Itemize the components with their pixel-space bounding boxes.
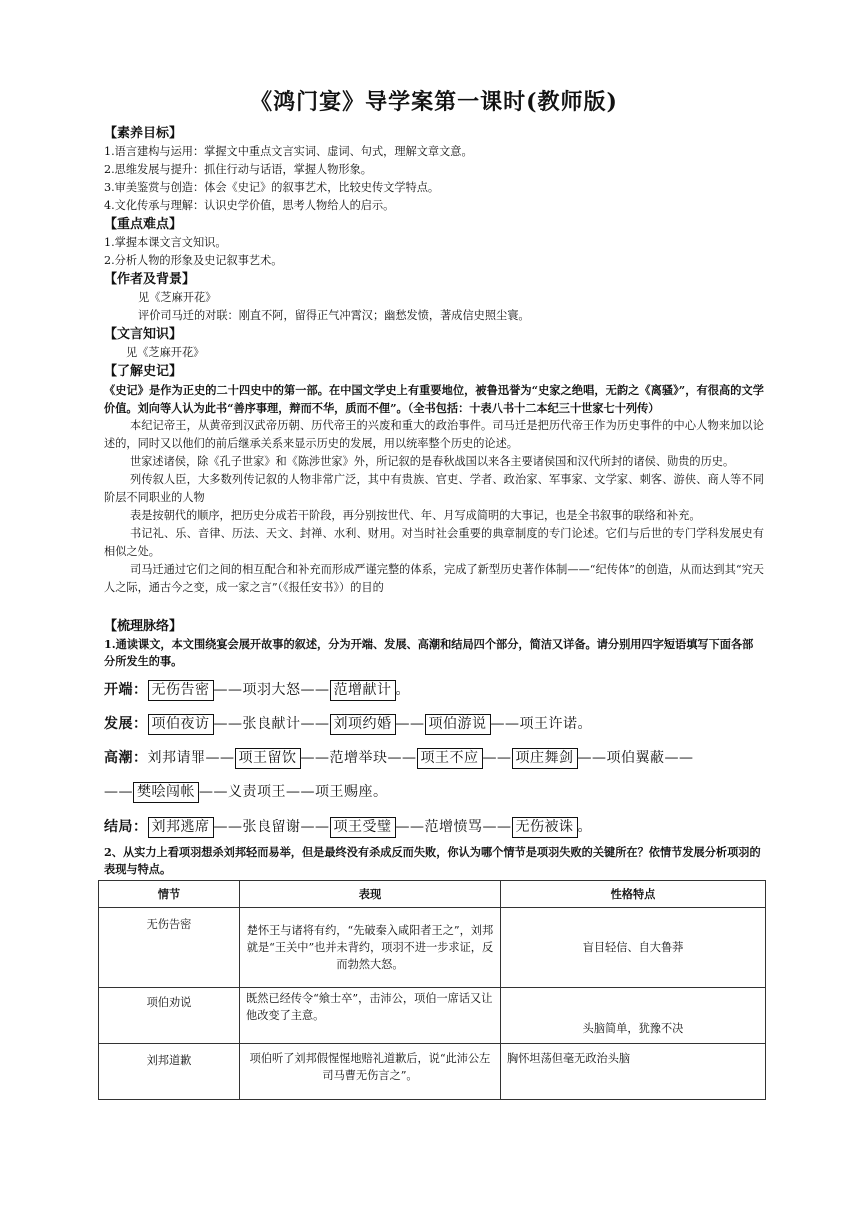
history-para: 本纪记帝王，从黄帝到汉武帝历朝、历代帝王的兴废和重大的政治事件。司马迁是把历代帝王作为历史事件的中心人物来加以论述的，同时又以他们的前后继承关系来显示历史的发展，用以统率整个历史的论述。 [104,419,764,450]
table-cell-trait: 盲目轻信、自大鲁莽 [501,908,766,988]
outline-question-2: 2、从实力上看项羽想杀刘邦轻而易举，但是最终没有杀成反而失败，你认为哪个情节是项羽失败的关键所在？依情节发展分析项羽的表现与特点。 [104,845,761,876]
outline-question-1: 1.通读课文，本文围绕宴会展开故事的叙述，分为开端、发展、高潮和结局四个部分，简洁又详备。请分别用四字短语填写下面各部分所发生的事。 [104,637,754,668]
goal-item: 4.文化传承与理解：认识史学价值，思考人物给人的启示。 [104,199,395,212]
analysis-table [98,880,766,1100]
flow-answer-box: 范增献计 [330,680,396,701]
table-cell-trait: 胸怀坦荡但毫无政治头脑 [501,1044,766,1100]
goals-heading: 【素养目标】 [104,126,183,141]
table-header: 情节 [99,881,240,908]
table-header: 表现 [240,881,501,908]
flow-answer-box: 无伤被诛 [512,817,578,838]
history-para: 司马迁通过它们之间的相互配合和补充而形成严谨完整的体系，完成了新型历史著作体制——“纪传体”的创造，从而达到其“究天人之际，通古今之变，成一家之言”（《报任安书》）的目的 [104,563,764,594]
flow-opening: 开端： 无伤告密 ——项羽大怒—— 范增献计 。 [104,680,764,701]
table-cell-plot: 刘邦道歉 [99,1044,240,1100]
flow-label: 发展： [104,716,148,732]
history-para: 世家述诸侯，除《孔子世家》和《陈涉世家》外，所记叙的是春秋战国以来各主要诸侯国和汉代所封的诸侯、勋贵的历史。 [130,455,735,468]
flow-answer-box: 项王不应 [417,748,483,769]
history-para: 表是按朝代的顺序，把历史分成若干阶段，再分别按世代、年、月写成简明的大事记，也是全书叙事的联络和补充。 [130,509,701,522]
table-header-row [99,881,766,908]
goal-item: 1.语言建构与运用：掌握文中重点文言实词、虚词、句式，理解文章文意。 [104,145,473,158]
flow-step: 项王许诺 [519,716,578,732]
classical-ref: 见《芝麻开花》 [126,346,205,359]
table-row [99,1044,766,1100]
author-ref: 见《芝麻开花》 [138,291,217,304]
goal-item: 2.思维发展与提升：抓住行动与话语，掌握人物形象。 [104,163,372,176]
flow-answer-box: 刘项约婚 [330,714,396,735]
flow-label: 结局： [104,819,148,835]
flow-answer-box: 项伯游说 [425,714,491,735]
flow-answer-box: 项王受璧 [330,817,396,838]
flow-step: 项羽大怒 [242,682,301,698]
outline-heading: 【梳理脉络】 [104,619,183,634]
table-cell-plot: 项伯劝说 [99,988,240,1044]
flow-step: 刘邦请罪 [147,750,206,766]
page-title: 《鸿门宴》导学案第一课时(教师版) [250,89,618,115]
history-para: 书记礼、乐、音律、历法、天文、封禅、水利、财用。对当时社会重要的典章制度的专门论述。它们与后世的专门学科发展史有相似之处。 [104,527,764,558]
table-header: 性格特点 [501,881,766,908]
flow-development: 发展： 项伯夜访 ——张良献计—— 刘项约婚 —— 项伯游说 ——项王许诺。 [104,714,764,735]
flow-answer-box: 项伯夜访 [148,714,214,735]
flow-step: 范增愤骂 [424,819,483,835]
author-heading: 【作者及背景】 [104,272,196,287]
table-cell-act: 项伯听了刘邦假惺惺地赔礼道歉后，说“此沛公左司马曹无伤言之”。 [240,1044,501,1100]
flow-step: 项王赐座 [315,784,373,800]
keypoint-item: 1.掌握本课文言文知识。 [104,236,227,249]
history-para: 列传叙人臣，大多数列传记叙的人物非常广泛，其中有贵族、官吏、学者、政治家、军事家、文学家、刺客、游侠、商人等不同阶层不同职业的人物 [104,473,764,504]
flow-climax: 高潮：刘邦请罪—— 项王留饮 ——范增举玦—— 项王不应 —— 项庄舞剑 ——项伯翼蔽—— [104,748,764,769]
flow-step: 张良献计 [242,716,301,732]
keypoints-heading: 【重点难点】 [104,217,183,232]
keypoint-item: 2.分析人物的形象及史记叙事艺术。 [104,254,283,267]
flow-label: 高潮： [104,750,148,766]
table-cell-trait: 头脑简单，犹豫不决 [501,988,766,1044]
history-heading: 【了解史记】 [104,364,183,379]
table-row [99,908,766,988]
table-cell-act: 既然已经传令“飨士卒”，击沛公，项伯一席话又让他改变了主意。 [240,988,501,1044]
flow-answer-box: 樊哙闯帐 [133,782,199,803]
flow-climax-cont: —— 樊哙闯帐 ——义责项王——项王赐座。 [104,782,764,803]
table-cell-act: 楚怀王与诸将有约，“先破秦入咸阳者王之”，刘邦就是“王关中”也并未背约，项羽不进一步求证，反而勃然大怒。 [240,908,501,988]
flow-step: 张良留谢 [242,819,301,835]
table-cell-plot: 无伤告密 [99,908,240,988]
flow-label: 开端： [104,682,148,698]
document-page [104,88,764,1100]
classical-heading: 【文言知识】 [104,327,183,342]
table-row [99,988,766,1044]
flow-step: 范增举玦 [329,750,388,766]
history-intro: 《史记》是作为正史的二十四史中的第一部。在中国文学史上有重要地位，被鲁迅誉为“史家之绝唱，无韵之《离骚》”，有很高的文学价值。刘向等人认为此书“善序事理，辩而不华，质而不俚”。（全书包括：十表八书十二本纪三十世家七十列传） [104,383,764,415]
flow-answer-box: 项庄舞剑 [512,748,578,769]
flow-step: 义责项王 [228,784,286,800]
flow-answer-box: 无伤告密 [148,680,214,701]
goal-item: 3.审美鉴赏与创造：体会《史记》的叙事艺术，比较史传文学特点。 [104,181,440,194]
flow-answer-box: 项王留饮 [235,748,301,769]
flow-ending: 结局： 刘邦逃席 ——张良留谢—— 项王受璧 ——范增愤骂—— 无伤被诛 。 [104,817,764,838]
author-couplet: 评价司马迁的对联：刚直不阿，留得正气冲霄汉；幽愁发愤，著成信史照尘寰。 [138,309,530,322]
flow-step: 项伯翼蔽 [606,750,665,766]
flow-answer-box: 刘邦逃席 [148,817,214,838]
